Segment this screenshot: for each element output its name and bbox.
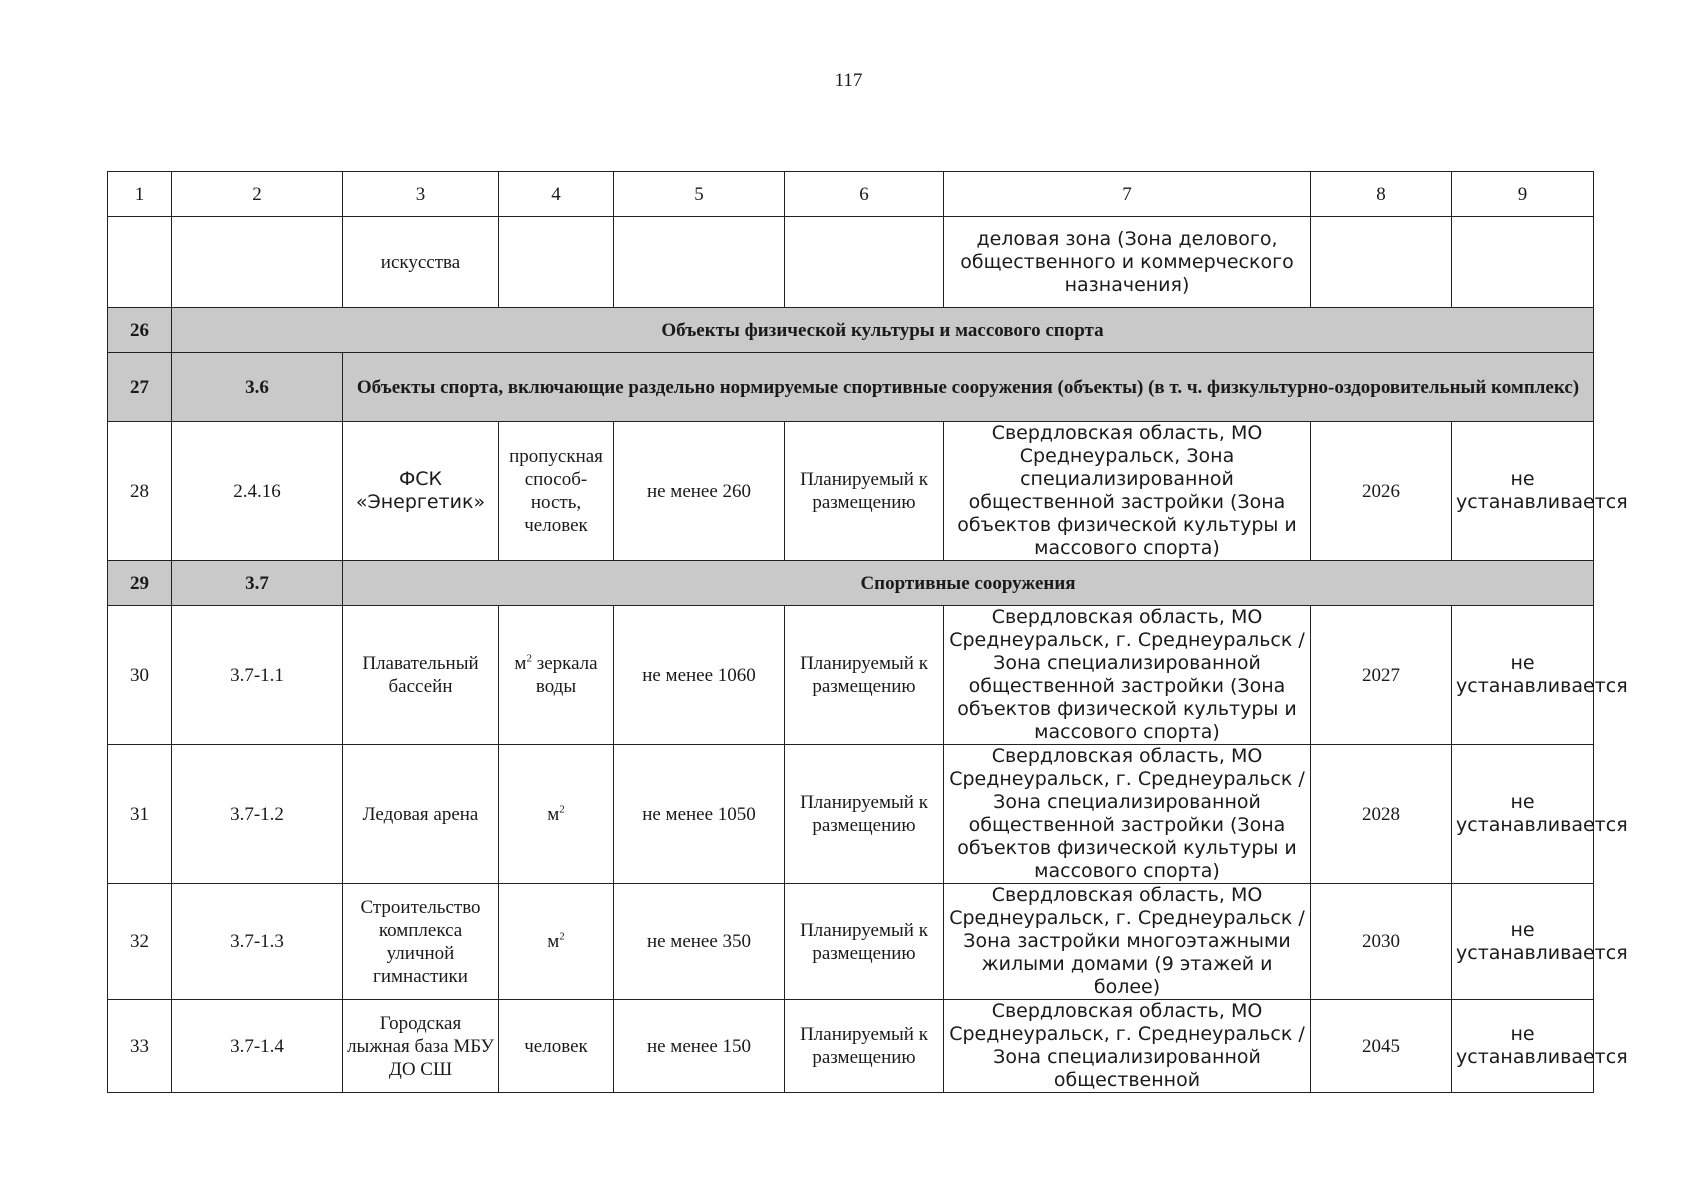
object-code: 3.7-1.4 (172, 1000, 343, 1093)
object-zone: не устанавливается (1452, 606, 1594, 745)
object-name: Городская лыжная база МБУ ДО СШ (343, 1000, 499, 1093)
header-cell-8: 8 (1311, 172, 1452, 217)
object-unit (499, 745, 614, 884)
header-row (108, 172, 1594, 217)
object-location: Свердловская область, МО Среднеуральск, г. Среднеуральск / Зона специализированной общественной застройки (Зона объектов физической культуры и массового спорта) (944, 606, 1311, 745)
object-location: Свердловская область, МО Среднеуральск, г. Среднеуральск / Зона застройки многоэтажными жилыми домами (9 этажей и более) (944, 884, 1311, 1000)
row-number: 28 (108, 422, 172, 561)
cont-zone (1452, 217, 1594, 308)
object-status: Планируемый к размещению (785, 884, 944, 1000)
object-name: ФСК «Энергетик» (343, 422, 499, 561)
unit-superscript: 2 (559, 803, 565, 816)
unit-superscript: 2 (526, 652, 532, 665)
object-location: Свердловская область, МО Среднеуральск, г. Среднеуральск / Зона специализированной общественной застройки (Зона объектов физической культуры и массового спорта) (944, 745, 1311, 884)
object-zone: не устанавливается (1452, 884, 1594, 1000)
object-value: не менее 150 (614, 1000, 785, 1093)
object-value: не менее 350 (614, 884, 785, 1000)
section-number: 29 (108, 561, 172, 606)
object-value: не менее 1050 (614, 745, 785, 884)
cont-value (614, 217, 785, 308)
section-row-27 (108, 353, 1594, 422)
cont-location: деловая зона (Зона делового, общественного и коммерческого назначения) (944, 217, 1311, 308)
section-row-26 (108, 308, 1594, 353)
continuation-row (108, 217, 1594, 308)
header-cell-1: 1 (108, 172, 172, 217)
page-number: 117 (834, 70, 863, 91)
object-code: 3.7-1.2 (172, 745, 343, 884)
object-name: Плавательный бассейн (343, 606, 499, 745)
section-code: 3.7 (172, 561, 343, 606)
table-row-32 (108, 884, 1594, 1000)
section-row-29 (108, 561, 1594, 606)
object-year: 2026 (1311, 422, 1452, 561)
object-year: 2028 (1311, 745, 1452, 884)
cont-num (108, 217, 172, 308)
object-zone: не устанавливается (1452, 1000, 1594, 1093)
object-year: 2045 (1311, 1000, 1452, 1093)
unit-suffix: зеркала воды (531, 653, 598, 697)
object-status: Планируемый к размещению (785, 606, 944, 745)
header-cell-9: 9 (1452, 172, 1594, 217)
object-name: Ледовая арена (343, 745, 499, 884)
unit-prefix: м (547, 931, 560, 952)
object-status: Планируемый к размещению (785, 422, 944, 561)
section-title: Объекты физической культуры и массового спорта (172, 308, 1594, 353)
row-number: 30 (108, 606, 172, 745)
cont-year (1311, 217, 1452, 308)
object-zone: не устанавливается (1452, 422, 1594, 561)
object-zone: не устанавливается (1452, 745, 1594, 884)
unit-prefix: м (547, 803, 560, 825)
section-title: Объекты спорта, включающие раздельно нормируемые спортивные сооружения (объекты) (в т. ч. физкультурно-оздоровительный комплекс) (343, 353, 1594, 422)
object-code: 2.4.16 (172, 422, 343, 561)
header-cell-4: 4 (499, 172, 614, 217)
cont-code (172, 217, 343, 308)
unit-prefix: м (514, 653, 527, 674)
table-row-31 (108, 745, 1594, 884)
object-name: Строительство комплекса уличной гимнастики (343, 884, 499, 1000)
unit-superscript: 2 (559, 930, 565, 943)
header-cell-2: 2 (172, 172, 343, 217)
cont-name: искусства (343, 217, 499, 308)
objects-table (107, 171, 1628, 1093)
row-number: 33 (108, 1000, 172, 1093)
section-number: 27 (108, 353, 172, 422)
object-value: не менее 1060 (614, 606, 785, 745)
object-status: Планируемый к размещению (785, 1000, 944, 1093)
object-code: 3.7-1.3 (172, 884, 343, 1000)
object-unit (499, 884, 614, 1000)
row-number: 32 (108, 884, 172, 1000)
header-cell-7: 7 (944, 172, 1311, 217)
cont-status (785, 217, 944, 308)
table-row-28 (108, 422, 1594, 561)
object-unit: пропускная способ-ность, человек (499, 422, 614, 561)
object-location: Свердловская область, МО Среднеуральск, г. Среднеуральск / Зона специализированной общественной (944, 1000, 1311, 1093)
object-code: 3.7-1.1 (172, 606, 343, 745)
object-year: 2030 (1311, 884, 1452, 1000)
header-cell-5: 5 (614, 172, 785, 217)
object-value: не менее 260 (614, 422, 785, 561)
section-number: 26 (108, 308, 172, 353)
cont-unit (499, 217, 614, 308)
object-unit (499, 606, 614, 745)
table-row-30 (108, 606, 1594, 745)
object-location: Свердловская область, МО Среднеуральск, Зона специализированной общественной застройки (Зона объектов физической культуры и массового спорта) (944, 422, 1311, 561)
section-code: 3.6 (172, 353, 343, 422)
section-title: Спортивные сооружения (343, 561, 1594, 606)
object-status: Планируемый к размещению (785, 745, 944, 884)
row-number: 31 (108, 745, 172, 884)
table-row-33 (108, 1000, 1594, 1093)
header-cell-6: 6 (785, 172, 944, 217)
header-cell-3: 3 (343, 172, 499, 217)
object-unit: человек (499, 1000, 614, 1093)
object-year: 2027 (1311, 606, 1452, 745)
